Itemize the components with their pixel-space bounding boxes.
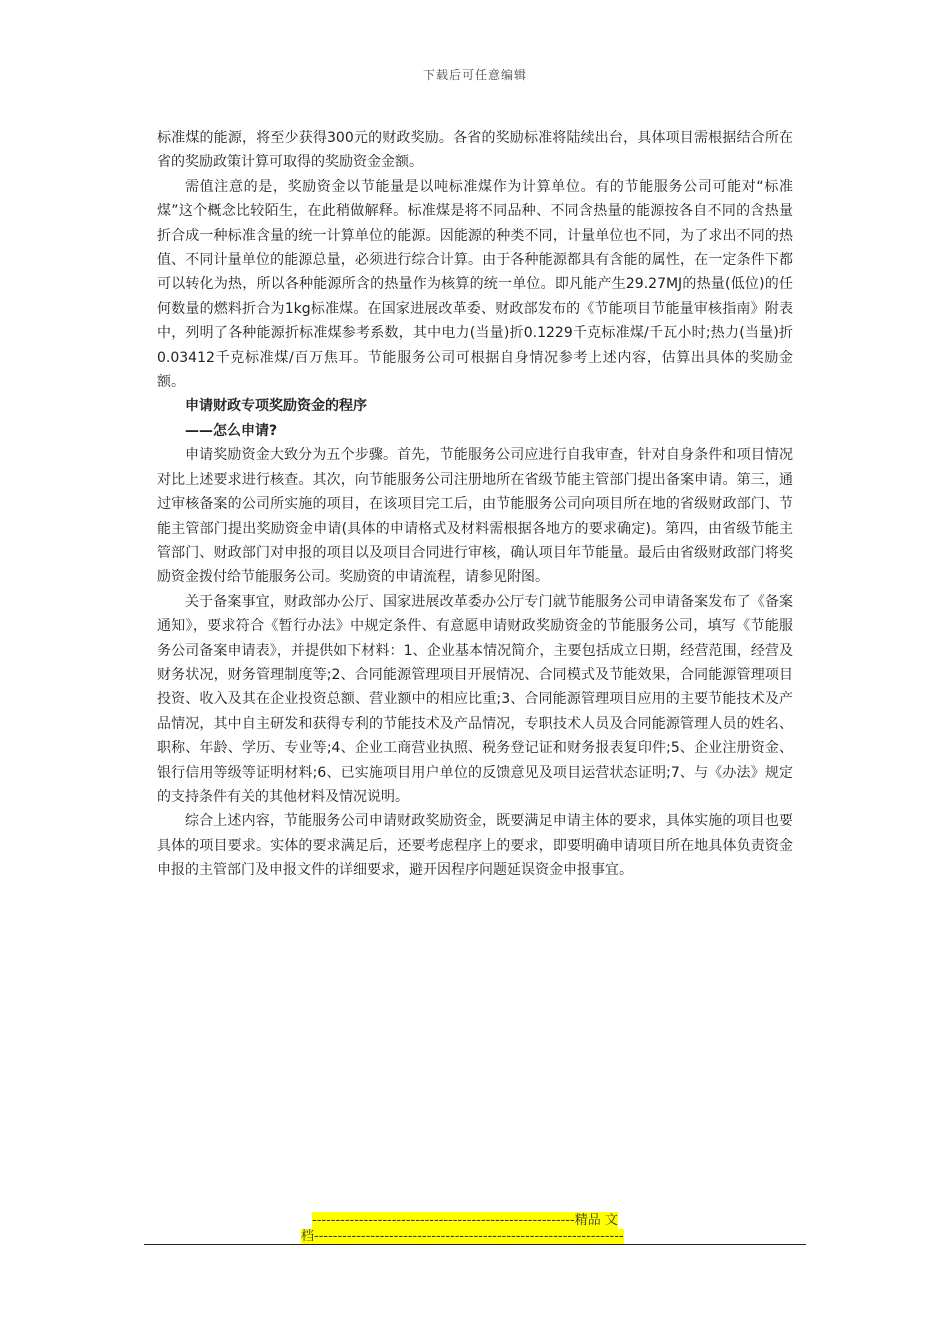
footer-watermark-line-2: 档------------------------------------------------------------------: [301, 1229, 624, 1244]
section-subheading: ——怎么申请?: [185, 422, 278, 439]
paragraph-4: 关于备案事宜，财政部办公厅、国家进展改革委办公厅专门就节能服务公司申请备案发布了《备案通知》，要求符合《暂行办法》中规定条件、有意愿申请财政奖励资金的节能服务公司，填写《节能服务公司备案申请表》，并提供如下材料：1、企业基本情况简介，主要包括成立日期，经营范围，经营及财务状况，财务管理制度等;2、合同能源管理项目开展情况、合同模式及节能效果，合同能源管理项目投资、收入及其在企业投资总额、营业额中的相应比重;3、合同能源管理项目应用的主要节能技术及产品情况，其中自主研发和获得专利的节能技术及产品情况，专职技术人员及合同能源管理人员的姓名、职称、年龄、学历、专业等;4、企业工商营业执照、税务登记证和财务报表复印件;5、企业注册资金、银行信用等级等证明材料;6、已实施项目用户单位的反馈意见及项目运营状态证明;7、与《办法》规定的支持条件有关的其他材料及情况说明。: [157, 593, 793, 805]
paragraph-5: 综合上述内容，节能服务公司申请财政奖励资金，既要满足申请主体的要求，具体实施的项目也要具体的项目要求。实体的要求满足后，还要考虑程序上的要求，即要明确申请项目所在地具体负责资金申报的主管部门及申报文件的详细要求，避开因程序问题延误资金申报事宜。: [157, 813, 793, 879]
footer-watermark-line-1: --------------------------------------------------------精品 文: [312, 1213, 618, 1228]
section-heading: 申请财政专项奖励资金的程序: [185, 398, 367, 415]
document-body: [157, 126, 793, 883]
paragraph-1: 标准煤的能源，将至少获得300元的财政奖励。各省的奖励标准将陆续出台，具体项目需根据结合所在省的奖励政策计算可取得的奖励资金金额。: [157, 130, 793, 171]
page-header: 下载后可任意编辑: [422, 68, 527, 82]
footer-divider: [144, 1244, 806, 1245]
paragraph-3: 申请奖励资金大致分为五个步骤。首先，节能服务公司应进行自我审查，针对自身条件和项目情况对比上述要求进行核查。其次，向节能服务公司注册地所在省级节能主管部门提出备案申请。第三，通过审核备案的公司所实施的项目，在该项目完工后，由节能服务公司向项目所在地的省级财政部门、节能主管部门提出奖励资金申请(具体的申请格式及材料需根据各地方的要求确定)。第四，由省级节能主管部门、财政部门对申报的项目以及项目合同进行审核，确认项目年节能量。最后由省级财政部门将奖励资金拨付给节能服务公司。奖励资的申请流程，请参见附图。: [157, 447, 793, 586]
paragraph-2: 需值注意的是，奖励资金以节能量是以吨标准煤作为计算单位。有的节能服务公司可能对“标准煤”这个概念比较陌生，在此稍做解释。标准煤是将不同品种、不同含热量的能源按各自不同的含热量折合成一种标准含量的统一计算单位的能源。因能源的种类不同，计量单位也不同，为了求出不同的热值、不同计量单位的能源总量，必须进行综合计算。由于各种能源都具有含能的属性，在一定条件下都可以转化为热，所以各种能源所含的热量作为核算的统一单位。即凡能产生29.27MJ的热量(低位)的任何数量的燃料折合为1kg标准煤。在国家进展改革委、财政部发布的《节能项目节能量审核指南》附表中，列明了各种能源折标准煤参考系数，其中电力(当量)折0.1229千克标准煤/千瓦小时;热力(当量)折0.03412千克标准煤/百万焦耳。节能服务公司可根据自身情况参考上述内容，估算出具体的奖励金额。: [157, 178, 793, 391]
